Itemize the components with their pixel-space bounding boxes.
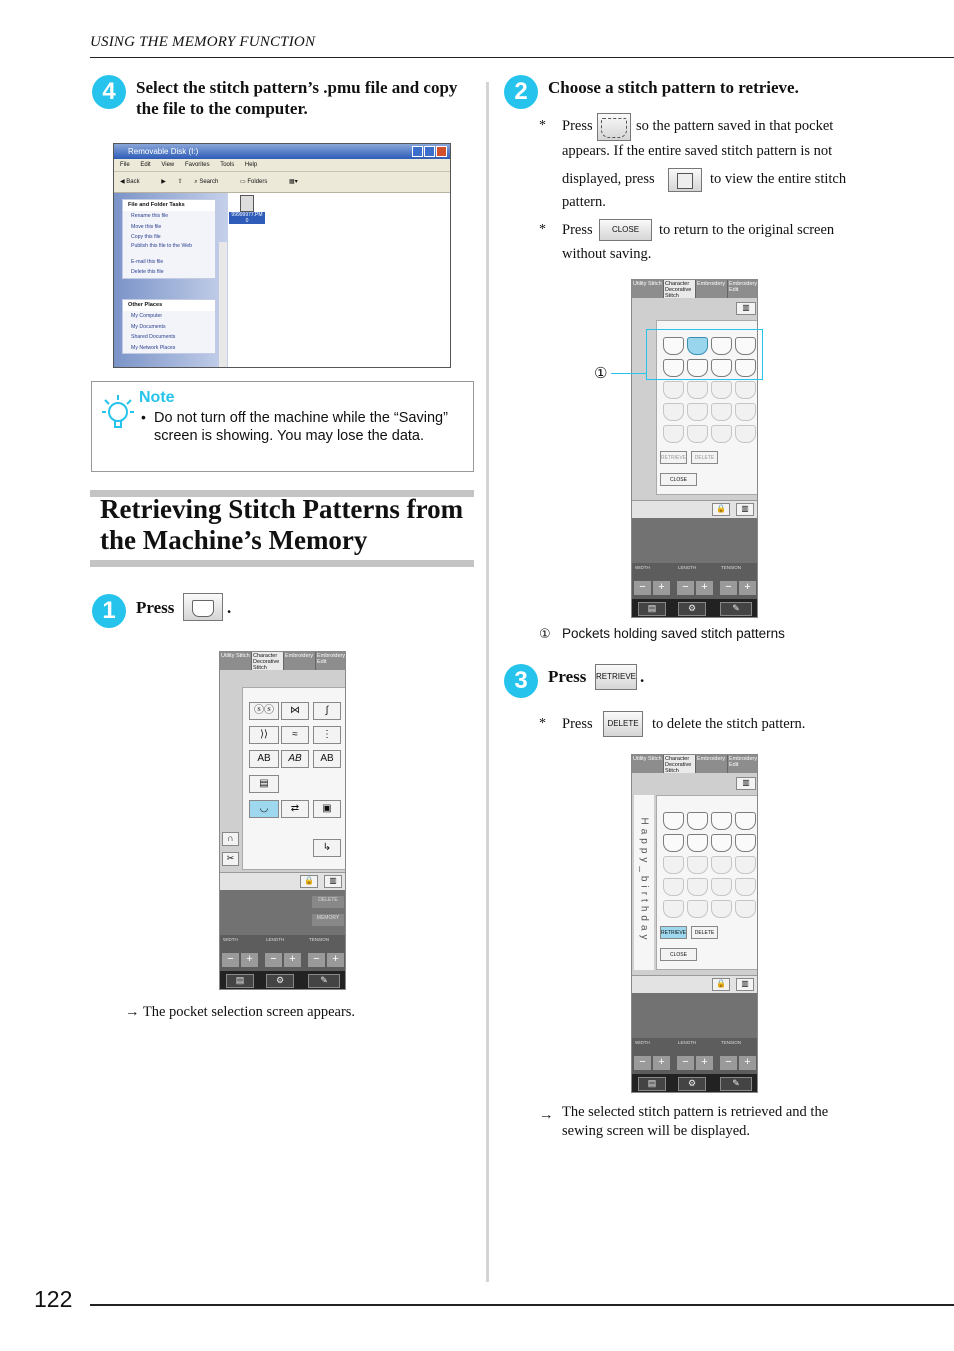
other-places-panel [122,299,216,354]
tab-utility-stitch[interactable]: Utility Stitch [632,280,664,298]
delete-button[interactable]: DELETE [312,896,344,908]
b2-text-1: to return to the original screen [659,222,835,238]
pocket-saved[interactable] [687,834,708,852]
return-button[interactable]: ↳ [313,839,341,857]
task-copy[interactable]: Copy this file [131,234,161,240]
combination-button[interactable]: ▤ [249,775,279,793]
width-minus-button[interactable]: − [634,581,651,595]
lock-icon[interactable]: 🔒 [712,978,730,991]
pocket-empty [735,425,756,443]
lock-bar [632,500,758,519]
pocket-empty [735,856,756,874]
pocket-key-inline[interactable] [597,113,631,141]
delete-key-inline[interactable]: DELETE [603,711,643,737]
pocket-saved[interactable] [735,812,756,830]
tension-caption: TENSION [721,565,742,570]
lightbulb-icon [101,392,135,432]
tension-caption: TENSION [309,937,330,942]
selection-pane [242,687,346,870]
bullet-star: * [539,118,546,133]
tension-caption: TENSION [721,1040,742,1045]
place-shared-documents[interactable]: Shared Documents [131,334,176,340]
header-rule [90,57,954,58]
minimize-icon[interactable] [412,146,423,157]
callout-leader-line [611,373,647,374]
tab-utility-stitch[interactable]: Utility Stitch [220,652,252,670]
zigzag-category-button[interactable]: ≈ [281,726,309,744]
page-icon[interactable]: ▤ [638,1077,666,1091]
bullet-star: * [539,222,546,237]
pocket-empty [687,878,708,896]
final-result-line-2: sewing screen will be displayed. [562,1123,751,1139]
pocket-empty [735,900,756,918]
callout-legend-marker: ① [539,626,551,641]
window-title: Removable Disk (I:) [128,147,199,156]
place-network-places[interactable]: My Network Places [131,344,176,351]
explorer-task-pane [114,193,228,368]
b1-text-3b: to view the entire stitch [710,171,847,187]
lock-icon[interactable]: 🔒 [300,875,318,888]
b2-press: Press [562,222,593,238]
machine-settings-icon[interactable]: ✎ [720,602,752,616]
page-number: 122 [34,1286,73,1312]
folders-button[interactable]: ▭ Folders [240,179,268,185]
pocket-empty [735,403,756,421]
bottom-function-bar [632,1074,758,1093]
b1-text-2: appears. If the entire saved stitch pattern is not [562,143,833,159]
menu-file[interactable]: File [120,162,130,168]
note-title: Note [139,389,175,406]
back-button[interactable]: ◀ Back [120,179,140,185]
computer-button[interactable]: ▣ [313,800,341,818]
length-minus-button[interactable]: − [677,1056,694,1070]
up-folder-icon[interactable]: ⇧ [177,179,183,185]
b1-press: Press [562,118,593,134]
delete-button-disabled[interactable]: DELETE [691,451,718,464]
adjust-panel [632,563,758,599]
tab-embroidery[interactable]: Embroidery [696,280,728,298]
step-2-text: Choose a stitch pattern to retrieve. [548,78,799,97]
pocket-empty [735,878,756,896]
footer-rule [90,1304,954,1306]
utility-category-button[interactable]: ⋮ [313,726,341,744]
tension-plus-button[interactable]: + [327,953,344,967]
saved-pattern-text: Happy_birthday [638,817,650,944]
tab-character-stitch[interactable]: Character Decorative Stitch [664,755,696,773]
view-pattern-icon[interactable]: ▥ [736,777,756,790]
tab-utility-stitch[interactable]: Utility Stitch [632,755,664,773]
pocket-key-button[interactable] [183,593,223,621]
task-email[interactable]: E-mail this file [131,258,164,265]
views-icon[interactable]: ▦▾ [289,179,298,185]
tab-embroidery-edit[interactable]: Embroidery Edit [728,755,758,773]
pocket-saved[interactable] [711,834,732,852]
place-my-computer[interactable]: My Computer [131,313,163,319]
close-icon[interactable] [436,146,447,157]
tension-minus-button[interactable]: − [720,581,737,595]
retrieve-button[interactable]: RETRIEVE [660,926,687,939]
b1-text-1: so the pattern saved in that pocket [636,118,834,134]
book-icon[interactable]: ▥ [736,978,754,991]
step-1-text: Press [136,598,175,617]
close-key-inline[interactable]: CLOSE [599,219,652,241]
explorer-toolbar [114,172,450,193]
file-name-suffix: 0 [229,218,265,224]
lock-bar [632,975,758,994]
file-name: 99999977.PM [229,212,265,218]
retrieve-button-disabled[interactable]: RETRIEVE [660,451,687,464]
tab-character-stitch[interactable]: Character Decorative Stitch [664,280,696,298]
machine-settings-icon[interactable]: ✎ [720,1077,752,1091]
pocket-saved[interactable] [663,834,684,852]
search-button[interactable]: ⌕ Search [194,179,219,185]
lock-icon[interactable]: 🔒 [712,503,730,516]
sewing-settings-icon[interactable]: ⚙ [678,602,706,616]
pocket-empty [711,403,732,421]
folders-label: Folders [247,179,268,185]
tension-minus-button[interactable]: − [308,953,325,967]
menu-favorites[interactable]: Favorites [184,162,210,168]
pocket-empty [663,856,684,874]
view-pattern-icon [677,173,693,189]
pattern-display-area [632,518,758,563]
pocket-empty [687,900,708,918]
memory-button[interactable]: MEMORY [312,914,344,926]
tab-character-stitch[interactable]: Character Decorative Stitch [252,652,284,670]
step-number-2: 2 [504,75,538,109]
pocket-empty [663,381,684,399]
step-3-period: . [640,667,645,686]
window-controls [411,146,447,162]
step-1-result [125,1000,355,1024]
gothic-font-button[interactable]: AB [249,750,279,768]
tab-embroidery-edit[interactable]: Embroidery Edit [316,652,346,670]
note-bullet: • [141,409,146,425]
close-button[interactable]: CLOSE [660,948,697,961]
pocket-empty [711,381,732,399]
cross-category-button[interactable]: ⟩⟩ [249,726,279,744]
column-divider [486,82,489,1282]
pocket-icon [601,118,627,138]
screen-tabs [632,755,757,773]
width-caption: WIDTH [635,1040,650,1045]
width-plus-button[interactable]: + [653,1056,670,1070]
close-button[interactable]: CLOSE [660,473,697,486]
menu-help[interactable]: Help [244,162,258,168]
b1-text-3a: displayed, press [562,171,655,187]
tension-plus-button[interactable]: + [739,1056,756,1070]
explorer-titlebar [114,144,450,159]
task-rename[interactable]: Rename this file [131,213,169,219]
pocket-saved[interactable] [687,812,708,830]
length-minus-button[interactable]: − [265,953,282,967]
forward-icon[interactable]: ▶ [161,179,166,185]
b2-text-2: without saving. [562,246,652,262]
font-category-button[interactable]: ⓢⓢ [249,702,279,720]
width-plus-button[interactable]: + [653,581,670,595]
pocket-empty [711,856,732,874]
pockets-pane [656,795,758,970]
explorer-menubar [114,159,450,172]
bullet-star: * [539,716,546,731]
tension-minus-button[interactable]: − [720,1056,737,1070]
lock-bar [220,872,346,891]
step-number-1: 1 [92,594,126,628]
step-1-period: . [227,598,232,617]
width-minus-button[interactable]: − [634,1056,651,1070]
view-pattern-key[interactable] [668,168,702,192]
length-minus-button[interactable]: − [677,581,694,595]
task-delete[interactable]: Delete this file [131,269,164,275]
pocket-saved[interactable] [663,812,684,830]
length-plus-button[interactable]: + [696,581,713,595]
file-tasks-panel [122,199,216,279]
b1-text-4: pattern. [562,194,606,210]
step-number-4: 4 [92,75,126,109]
other-places-header[interactable]: Other Places [123,300,215,311]
pocket-empty [663,425,684,443]
pocket-empty [687,381,708,399]
usb-button[interactable]: ⇄ [281,800,309,818]
explorer-window [113,143,451,368]
page-icon[interactable]: ▤ [638,602,666,616]
step-number-3: 3 [504,664,538,698]
width-caption: WIDTH [635,565,650,570]
arrow-icon: → [125,1004,140,1020]
sewing-settings-icon[interactable]: ⚙ [678,1077,706,1091]
pocket-empty [687,425,708,443]
book-icon[interactable]: ▥ [736,503,754,516]
search-label: Search [199,179,219,185]
pattern-display-area [632,993,758,1038]
pmu-file[interactable] [229,195,265,224]
width-minus-button[interactable]: − [222,953,239,967]
b3-press: Press [562,716,593,732]
maximize-icon[interactable] [424,146,435,157]
bottom-function-bar [632,599,758,618]
note-text: Do not turn off the machine while the “Saving” screen is showing. You may lose the data. [154,410,448,444]
callout-legend-text: Pockets holding saved stitch patterns [562,626,785,641]
pattern-preview-strip [634,795,654,970]
menu-view[interactable]: View [161,162,175,168]
tab-embroidery[interactable]: Embroidery [284,652,316,670]
adjust-panel [632,1038,758,1074]
presser-foot-icon[interactable]: ∩ [222,832,239,846]
machine-screen-pocket-selection [219,651,346,990]
callout-highlight-box [646,329,763,380]
task-publish[interactable]: Publish this file to the Web [131,242,193,249]
delete-button[interactable]: DELETE [691,926,718,939]
pocket-empty [687,403,708,421]
pocket-icon [192,600,214,617]
page-icon[interactable]: ▤ [226,974,254,988]
book-icon[interactable]: ▥ [324,875,342,888]
pocket-saved[interactable] [711,812,732,830]
file-icon [240,195,254,212]
pocket-empty [735,381,756,399]
back-label: Back [126,179,140,185]
pocket-saved[interactable] [735,834,756,852]
pocket-empty [711,878,732,896]
step-1-result-text: The pocket selection screen appears. [142,1004,356,1020]
length-caption: LENGTH [678,565,697,570]
width-caption: WIDTH [223,937,238,942]
sewing-settings-icon[interactable]: ⚙ [266,974,294,988]
task-move[interactable]: Move this file [131,223,162,230]
task-pane-scrollbar[interactable] [219,242,227,368]
menu-tools[interactable]: Tools [220,162,235,168]
length-plus-button[interactable]: + [696,1056,713,1070]
b3-text: to delete the stitch pattern. [652,716,806,732]
place-my-documents[interactable]: My Documents [131,323,166,330]
pocket-empty [663,878,684,896]
final-result-line-1: The selected stitch pattern is retrieved and the [562,1104,829,1120]
tab-embroidery[interactable]: Embroidery [696,755,728,773]
pocket-empty [711,900,732,918]
pocket-empty [711,425,732,443]
section-title: Retrieving Stitch Patterns from the Machine’s Memory [100,494,464,555]
retrieve-key-inline[interactable]: RETRIEVE [595,664,637,690]
view-pattern-icon[interactable]: ▥ [736,302,756,315]
tension-plus-button[interactable]: + [739,581,756,595]
script-font-button[interactable]: AB [281,750,309,768]
pattern-display-area [220,890,346,935]
pocket-empty [663,403,684,421]
length-caption: LENGTH [266,937,285,942]
pocket-empty [687,856,708,874]
file-tasks-header[interactable]: File and Folder Tasks [123,200,215,211]
adjust-panel [220,935,346,971]
running-header: USING THE MEMORY FUNCTION [90,34,316,50]
pocket-empty [663,900,684,918]
length-caption: LENGTH [678,1040,697,1045]
satin-category-button[interactable]: ∫ [313,702,341,720]
machine-screen-retrieve [631,754,758,1093]
width-plus-button[interactable]: + [241,953,258,967]
machine-settings-icon[interactable]: ✎ [308,974,340,988]
tab-embroidery-edit[interactable]: Embroidery Edit [728,280,758,298]
bottom-function-bar [220,971,346,990]
outline-font-button[interactable]: AB [313,750,341,768]
decorative-category-button[interactable]: ⋈ [281,702,309,720]
menu-edit[interactable]: Edit [140,162,151,168]
final-result-arrow: → [539,1107,554,1123]
screen-tabs [220,652,345,670]
step-4-text: Select the stitch pattern’s .pmu file and copy the file to the computer. [136,78,458,118]
section-rule-bottom [90,560,474,567]
step-3-text: Press [548,667,587,686]
callout-marker: ① [594,365,608,382]
scissors-icon[interactable]: ✂ [222,852,239,866]
length-plus-button[interactable]: + [284,953,301,967]
screen-tabs [632,280,757,298]
pocket-button-selected[interactable]: ◡ [249,800,279,818]
